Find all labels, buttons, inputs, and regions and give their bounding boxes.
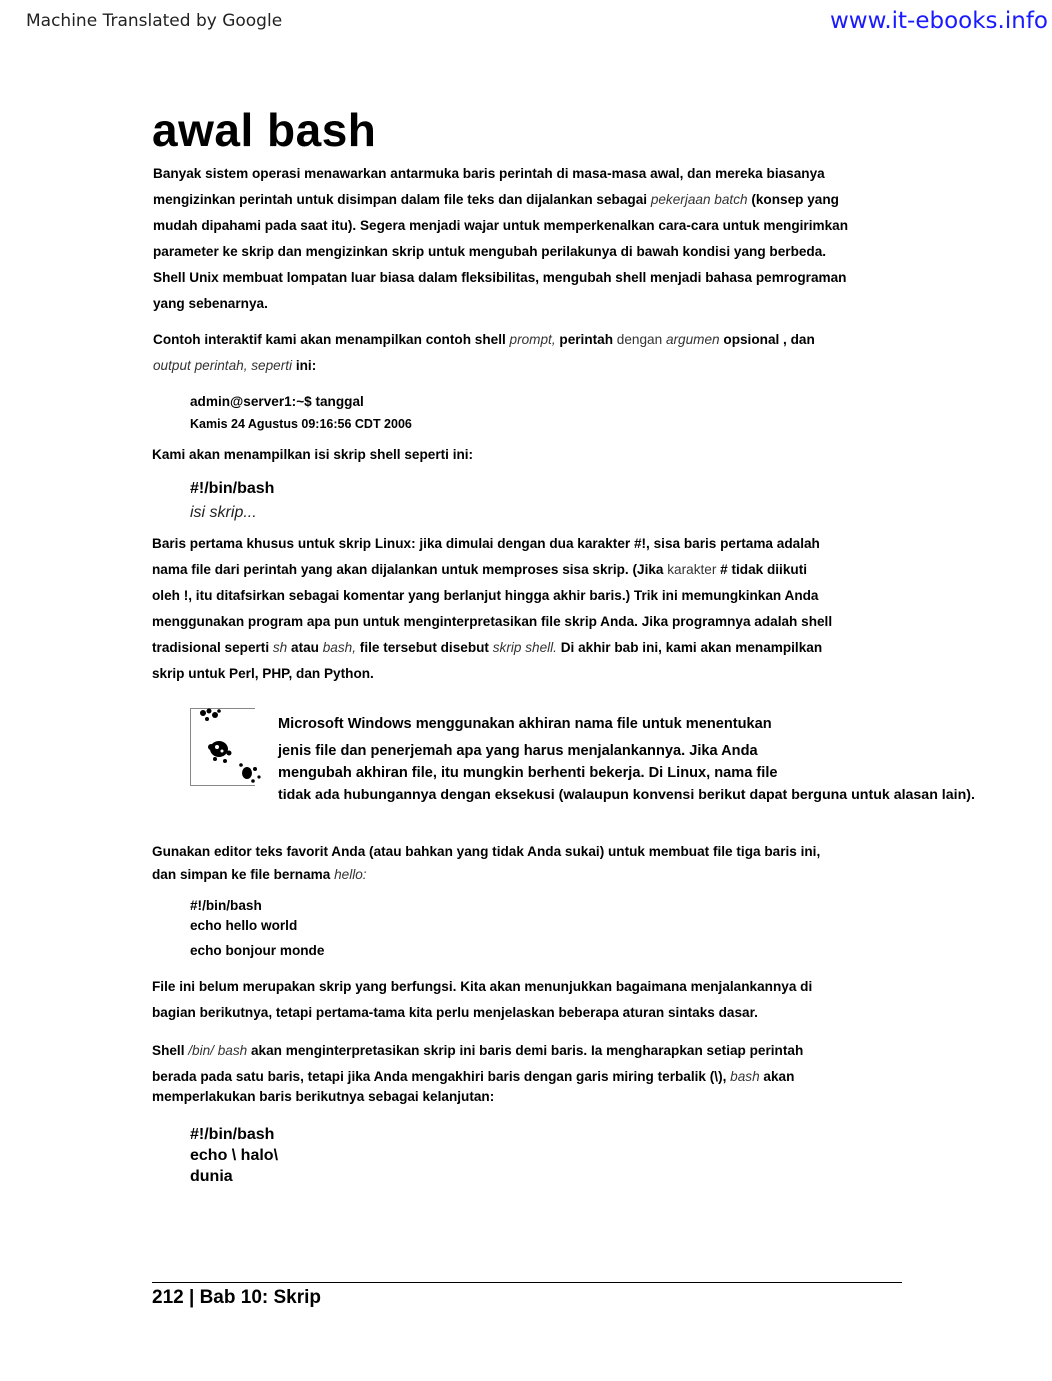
note-line3: mengubah akhiran file, itu mungkin berhenti bekerja. Di Linux, nama file <box>278 765 778 781</box>
site-link[interactable]: www.it-ebooks.info <box>830 8 1048 34</box>
para4-line5: tradisional seperti sh atau bash, file tersebut disebut skrip shell. Di akhir bab ini, kami akan menampilkan <box>152 640 823 655</box>
para2-line1: Contoh interaktif kami akan menampilkan contoh shell prompt, perintah dengan argumen opsional , dan <box>153 332 815 347</box>
para4-line6: skrip untuk Perl, PHP, dan Python. <box>152 666 374 681</box>
para1-line5: Shell Unix membuat lompatan luar biasa dalam fleksibilitas, mengubah shell menjadi bahasa pemrograman <box>153 270 847 285</box>
example1-line1: admin@server1:~$ tanggal <box>190 394 364 409</box>
para4-line3: oleh !, itu ditafsirkan sebagai komentar yang berlanjut hingga akhir baris.) Trik ini memungkinkan Anda <box>152 588 819 603</box>
example3-line1: #!/bin/bash <box>190 898 262 913</box>
translator-note: Machine Translated by Google <box>26 11 283 31</box>
example2-line2: isi skrip... <box>190 504 257 521</box>
example3-line3: echo bonjour monde <box>190 943 325 958</box>
example2-line1: #!/bin/bash <box>190 480 275 497</box>
example4-line2: echo \ halo\ <box>190 1147 279 1164</box>
note-line4: tidak ada hubungannya dengan eksekusi (walaupun konvensi berikut dapat berguna untuk alasan lain). <box>278 787 975 803</box>
example1-line2: Kamis 24 Agustus 09:16:56 CDT 2006 <box>190 417 412 431</box>
example4-line3: dunia <box>190 1168 233 1185</box>
para7-line3: memperlakukan baris berikutnya sebagai kelanjutan: <box>152 1089 495 1104</box>
para4-line4: menggunakan program apa pun untuk menginterpretasikan file skrip Anda. Jika programnya adalah shell <box>152 614 833 629</box>
para7-line2: berada pada satu baris, tetapi jika Anda mengakhiri baris dengan garis miring terbalik (\), bash akan <box>152 1069 795 1084</box>
para7-line1: Shell /bin/ bash akan menginterpretasikan skrip ini baris demi baris. Ia mengharapkan setiap perintah <box>152 1043 804 1058</box>
example4-line1: #!/bin/bash <box>190 1126 275 1143</box>
note-line1: Microsoft Windows menggunakan akhiran nama file untuk menentukan <box>278 716 772 732</box>
example3-line2: echo hello world <box>190 918 298 933</box>
para1-line6: yang sebenarnya. <box>153 296 268 311</box>
para3: Kami akan menampilkan isi skrip shell seperti ini: <box>152 447 474 462</box>
para1-line1: Banyak sistem operasi menawarkan antarmuka baris perintah di masa-masa awal, dan mereka biasanya <box>153 166 825 181</box>
para2-line2: output perintah, seperti ini: <box>153 358 317 373</box>
para6-line1: File ini belum merupakan skrip yang berfungsi. Kita akan menunjukkan bagaimana menjalankannya di <box>152 979 813 994</box>
note-line2: jenis file dan penerjemah apa yang harus menjalankannya. Jika Anda <box>278 743 758 759</box>
page-footer: 212 | Bab 10: Skrip <box>152 1287 322 1308</box>
para6-line2: bagian berikutnya, tetapi pertama-tama kita perlu menjelaskan beberapa aturan sintaks dasar. <box>152 1005 758 1020</box>
para4-line2: nama file dari perintah yang akan dijalankan untuk memproses sisa skrip. (Jika karakter # tidak diikuti <box>152 562 808 577</box>
scorpion-icon <box>190 708 255 786</box>
para1-line2: mengizinkan perintah untuk disimpan dalam file teks dan dijalankan sebagai pekerjaan batch (konsep yang <box>153 192 839 207</box>
footer-divider <box>152 1282 902 1283</box>
para5-line2: dan simpan ke file bernama hello: <box>152 867 367 882</box>
page-title: awal bash <box>152 104 377 156</box>
para4-line1: Baris pertama khusus untuk skrip Linux: jika dimulai dengan dua karakter #!, sisa baris pertama adalah <box>152 536 820 551</box>
para1-line4: parameter ke skrip dan mengizinkan skrip untuk mengubah perilakunya di bawah kondisi yang berbeda. <box>153 244 827 259</box>
para1-line3: mudah dipahami pada saat itu). Segera menjadi wajar untuk memperkenalkan cara-cara untuk mengirimkan <box>153 218 849 233</box>
para5-line1: Gunakan editor teks favorit Anda (atau bahkan yang tidak Anda sukai) untuk membuat file tiga baris ini, <box>152 844 821 859</box>
